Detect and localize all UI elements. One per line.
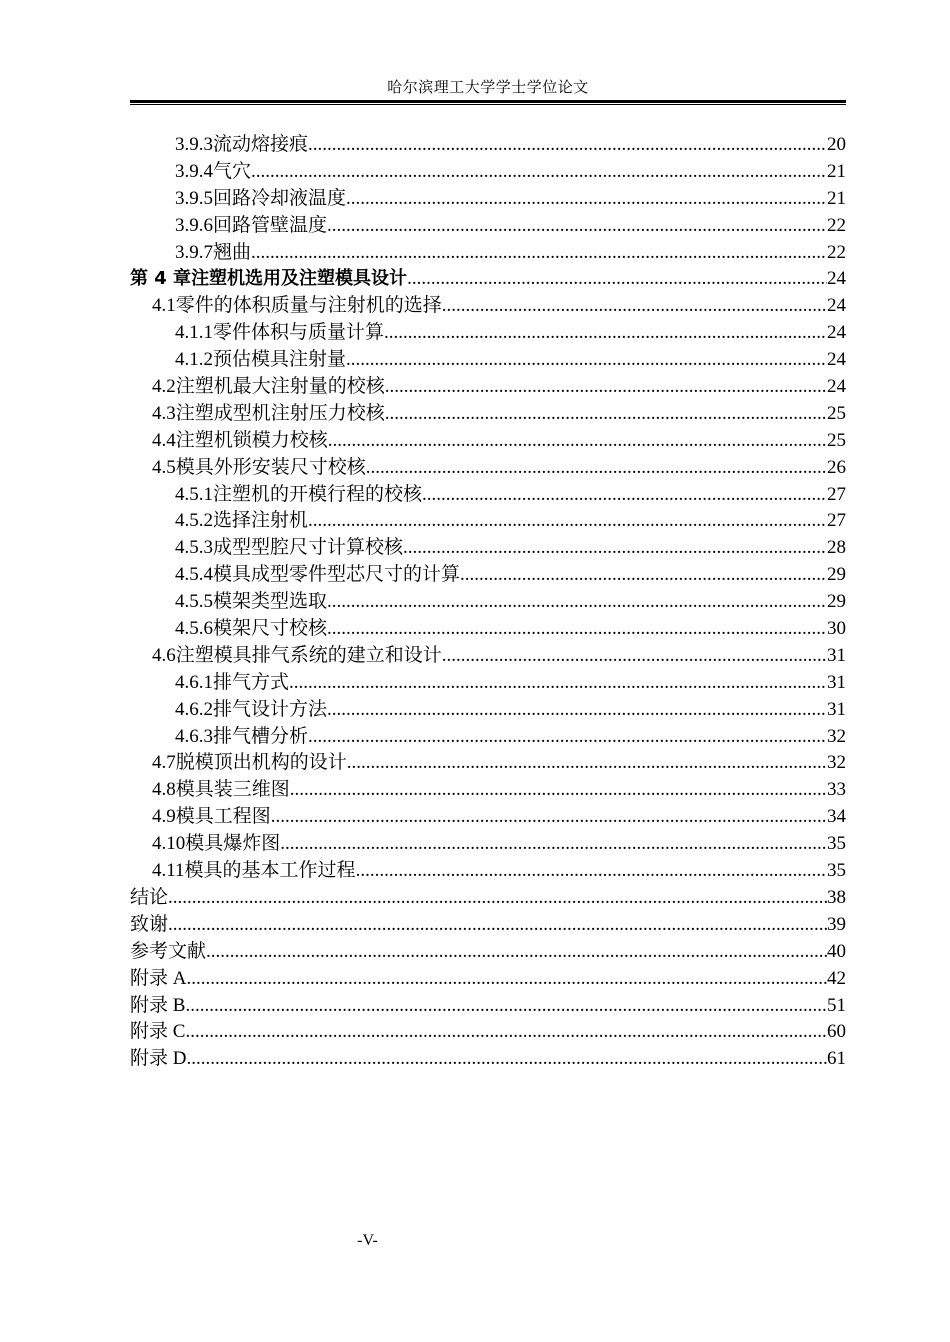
toc-entry-page: 27 [827,483,846,505]
toc-entry[interactable] [130,1046,846,1073]
toc-entry[interactable] [130,320,846,347]
toc-entry-title: 注塑机选用及注塑模具设计 [191,268,408,290]
toc-entry[interactable] [130,697,846,724]
toc-entry-title: 致谢 [130,913,169,935]
toc-entry[interactable] [130,993,846,1020]
toc-entry-number: 4.1 [152,295,176,317]
toc-entry[interactable] [130,912,846,939]
toc-entry-page: 30 [827,618,846,640]
toc-entry-number: 4.3 [152,402,176,424]
header-rule-thick [130,100,846,103]
toc-entry[interactable] [130,482,846,509]
toc-dot-leader [422,482,827,509]
toc-dot-leader [385,374,827,401]
toc-entry[interactable] [130,616,846,643]
toc-entry[interactable] [130,831,846,858]
toc-entry[interactable] [130,1019,846,1046]
toc-entry[interactable] [130,589,846,616]
toc-entry-title: 排气设计方法 [213,698,328,720]
toc-entry[interactable] [130,858,846,885]
toc-entry-number: 4.6.1 [175,671,213,693]
toc-dot-leader [186,1046,827,1073]
toc-entry-number: 4.5.6 [175,618,213,640]
toc-dot-leader [327,616,827,643]
toc-entry-title: 回路冷却液温度 [213,187,347,209]
toc-entry[interactable] [130,777,846,804]
toc-entry-page: 39 [827,913,846,935]
toc-entry-title: 附录 A [130,967,187,989]
toc-entry-title: 附录 C [130,1021,186,1043]
toc-entry-number: 4.5.4 [175,564,213,586]
toc-entry-page: 24 [827,295,846,317]
toc-entry-title: 模具工程图 [175,806,271,828]
toc-dot-leader [327,589,827,616]
toc-entry-title: 排气方式 [213,671,290,693]
toc-entry-page: 21 [827,187,846,209]
toc-entry-title: 注塑模具排气系统的建立和设计 [175,644,442,666]
toc-dot-leader [346,347,827,374]
toc-entry-title: 预估模具注射量 [213,349,347,371]
toc-entry-page: 51 [827,994,846,1016]
toc-dot-leader [385,401,827,428]
toc-dot-leader [185,1019,827,1046]
toc-entry[interactable] [130,159,846,186]
toc-entry-number: 4.10 [152,833,186,855]
toc-entry-title: 脱模顶出机构的设计 [175,752,347,774]
toc-entry-number: 4.8 [152,779,176,801]
toc-dot-leader [460,562,827,589]
toc-entry-title: 翘曲 [213,241,252,263]
toc-entry-page: 42 [827,967,846,989]
toc-entry[interactable] [130,266,846,293]
toc-entry-page: 40 [827,940,846,962]
toc-entry-title: 附录 D [130,1048,187,1070]
toc-entry-page: 22 [827,241,846,263]
toc-entry-page: 31 [827,671,846,693]
toc-dot-leader [442,643,827,670]
toc-entry-title: 注塑成型机注射压力校核 [175,402,385,424]
toc-entry-page: 24 [827,322,846,344]
toc-entry-page: 21 [827,160,846,182]
toc-entry[interactable] [130,132,846,159]
toc-entry[interactable] [130,643,846,670]
toc-dot-leader [346,186,827,213]
toc-dot-leader [251,240,827,267]
toc-entry[interactable] [130,750,846,777]
toc-entry-page: 29 [827,591,846,613]
toc-entry-title: 模架尺寸校核 [213,618,328,640]
toc-entry[interactable] [130,804,846,831]
toc-entry-number: 4.4 [152,429,176,451]
toc-dot-leader [327,697,827,724]
toc-dot-leader [186,966,827,993]
table-of-contents [130,132,846,1073]
toc-entry-page: 31 [827,644,846,666]
toc-dot-leader [308,508,827,535]
toc-entry-number: 4.9 [152,806,176,828]
toc-entry[interactable] [130,966,846,993]
toc-entry-page: 28 [827,537,846,559]
toc-entry[interactable] [130,508,846,535]
toc-entry-title: 模具成型零件型芯尺寸的计算 [213,564,461,586]
toc-entry-number: 4.6.2 [175,698,213,720]
toc-entry[interactable] [130,670,846,697]
toc-entry-page: 38 [827,886,846,908]
toc-dot-leader [407,266,827,293]
toc-entry-page: 34 [827,806,846,828]
toc-dot-leader [271,804,827,831]
toc-entry-page: 24 [827,349,846,371]
toc-dot-leader [328,428,827,455]
toc-entry-page: 22 [827,214,846,236]
toc-dot-leader [366,455,827,482]
toc-entry-page: 24 [827,268,846,290]
toc-entry[interactable] [130,455,846,482]
toc-entry-title: 模具装三维图 [175,779,290,801]
toc-entry[interactable] [130,428,846,455]
toc-entry-number: 4.5 [152,456,176,478]
toc-entry-number: 4.2 [152,376,176,398]
toc-entry-title: 零件体积与质量计算 [213,322,385,344]
toc-entry-number: 3.9.3 [175,134,213,155]
toc-entry-page: 61 [827,1048,846,1070]
toc-entry-number: 4.5.3 [175,537,213,559]
toc-entry-page: 25 [827,402,846,424]
toc-dot-leader [251,159,827,186]
toc-dot-leader [289,670,827,697]
toc-entry-title: 模具爆炸图 [185,833,281,855]
toc-entry-number: 3.9.4 [175,160,213,182]
toc-entry[interactable] [130,535,846,562]
toc-entry-number: 第 4 章 [130,268,192,290]
toc-dot-leader [308,132,827,159]
toc-entry-number: 4.5.5 [175,591,213,613]
toc-entry-page: 27 [827,510,846,532]
toc-entry-title: 注塑机锁模力校核 [175,429,328,451]
toc-entry-title: 注塑机的开模行程的校核 [213,483,423,505]
toc-entry-number: 4.5.1 [175,483,213,505]
toc-entry-number: 4.5.2 [175,510,213,532]
toc-dot-leader [168,912,827,939]
toc-entry-title: 模架类型选取 [213,591,328,613]
toc-entry-page: 20 [827,134,846,155]
toc-entry-title: 模具的基本工作过程 [184,860,356,882]
toc-entry-title: 成型型腔尺寸计算校核 [213,537,404,559]
toc-dot-leader [280,831,827,858]
toc-dot-leader [403,535,827,562]
toc-entry-number: 4.6.3 [175,725,213,747]
toc-entry-title: 回路管壁温度 [213,214,328,236]
toc-entry-title: 模具外形安装尺寸校核 [175,456,366,478]
running-header: 哈尔滨理工大学学士学位论文 [387,80,589,96]
toc-entry-title: 附录 B [130,994,186,1016]
toc-dot-leader [384,320,827,347]
toc-dot-leader [206,939,827,966]
toc-dot-leader [168,885,827,912]
toc-entry-title: 注塑机最大注射量的校核 [175,376,385,398]
toc-entry-number: 4.7 [152,752,176,774]
toc-entry-title: 选择注射机 [213,510,309,532]
toc-entry-page: 32 [827,752,846,774]
toc-entry-title: 气穴 [213,160,252,182]
toc-entry[interactable] [130,293,846,320]
toc-entry-title: 零件的体积质量与注射机的选择 [175,295,442,317]
toc-entry-number: 3.9.5 [175,187,213,209]
toc-dot-leader [185,993,827,1020]
toc-entry[interactable] [130,939,846,966]
toc-entry[interactable] [130,401,846,428]
toc-entry-page: 24 [827,376,846,398]
toc-entry-number: 3.9.7 [175,241,213,263]
toc-entry[interactable] [130,186,846,213]
toc-dot-leader [347,750,827,777]
toc-entry[interactable] [130,374,846,401]
toc-entry[interactable] [130,562,846,589]
toc-entry[interactable] [130,885,846,912]
toc-entry[interactable] [130,213,846,240]
toc-entry[interactable] [130,240,846,267]
toc-entry-number: 4.11 [152,860,185,882]
page-number: -V- [357,1232,378,1249]
toc-entry-title: 流动熔接痕 [213,134,309,155]
toc-entry-page: 25 [827,429,846,451]
toc-entry[interactable] [130,347,846,374]
toc-entry-page: 26 [827,456,846,478]
toc-entry-page: 35 [827,833,846,855]
toc-dot-leader [308,724,827,751]
toc-entry-title: 排气槽分析 [213,725,309,747]
toc-entry-page: 60 [827,1021,846,1043]
toc-entry-number: 3.9.6 [175,214,213,236]
toc-entry-page: 32 [827,725,846,747]
toc-entry-page: 29 [827,564,846,586]
toc-entry-page: 33 [827,779,846,801]
header-rule-thin [130,104,846,105]
toc-dot-leader [356,858,827,885]
toc-entry[interactable] [130,724,846,751]
toc-entry-title: 结论 [130,886,169,908]
toc-dot-leader [327,213,827,240]
toc-entry-page: 35 [827,860,846,882]
toc-dot-leader [290,777,827,804]
toc-dot-leader [442,293,827,320]
toc-entry-number: 4.1.2 [175,349,213,371]
toc-entry-number: 4.6 [152,644,176,666]
toc-entry-page: 31 [827,698,846,720]
toc-entry-title: 参考文献 [130,940,207,962]
toc-entry-number: 4.1.1 [175,322,213,344]
